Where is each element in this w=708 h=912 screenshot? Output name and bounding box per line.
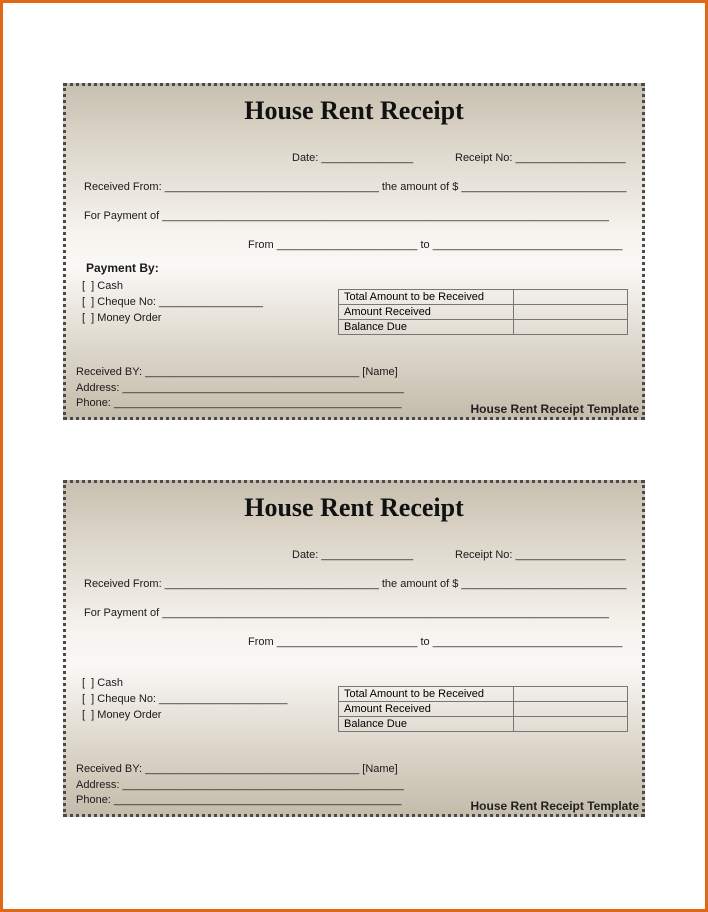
period-from-to-field[interactable]: From _______________________ to _______________________________ <box>248 239 623 251</box>
receipt-card <box>63 480 645 817</box>
receipt-number-field[interactable]: Receipt No: __________________ <box>455 549 626 561</box>
phone-field[interactable]: Phone: _______________________________________________ <box>76 794 402 806</box>
balance-due-value[interactable] <box>514 320 628 335</box>
phone-field[interactable]: Phone: _______________________________________________ <box>76 397 402 409</box>
totals-table <box>338 289 628 335</box>
amount-received-value[interactable] <box>514 305 628 320</box>
balance-due-label: Balance Due <box>339 320 514 335</box>
receipt-title: House Rent Receipt <box>244 493 464 522</box>
amount-received-label: Amount Received <box>339 702 514 717</box>
table-row <box>339 687 628 702</box>
table-row <box>339 305 628 320</box>
receipt-card <box>63 83 645 420</box>
total-amount-value[interactable] <box>514 290 628 305</box>
payment-method-money-order[interactable]: [ ] Money Order <box>82 312 162 324</box>
receipt-title: House Rent Receipt <box>244 96 464 125</box>
date-field[interactable]: Date: _______________ <box>292 152 414 164</box>
for-payment-field[interactable]: For Payment of _________________________________________________________________________ <box>84 210 609 222</box>
total-amount-label: Total Amount to be Received <box>339 687 514 702</box>
address-field[interactable]: Address: ______________________________________________ <box>76 382 404 394</box>
template-label: House Rent Receipt Template <box>470 402 639 416</box>
total-amount-label: Total Amount to be Received <box>339 290 514 305</box>
payment-method-cash[interactable]: [ ] Cash <box>82 280 123 292</box>
total-amount-value[interactable] <box>514 687 628 702</box>
period-from-to-field[interactable]: From _______________________ to _______________________________ <box>248 636 623 648</box>
received-by-field[interactable]: Received BY: ___________________________________ [Name] <box>76 763 398 775</box>
received-from-field[interactable]: Received From: ___________________________________ the amount of $ ___________________________ <box>84 578 627 590</box>
amount-received-value[interactable] <box>514 702 628 717</box>
for-payment-field[interactable]: For Payment of _________________________________________________________________________ <box>84 607 609 619</box>
table-row <box>339 290 628 305</box>
payment-method-cheque[interactable]: [ ] Cheque No: _____________________ <box>82 693 288 705</box>
table-row <box>339 702 628 717</box>
receipt-number-field[interactable]: Receipt No: __________________ <box>455 152 626 164</box>
template-label: House Rent Receipt Template <box>470 799 639 813</box>
payment-by-heading: Payment By: <box>86 261 159 275</box>
address-field[interactable]: Address: ______________________________________________ <box>76 779 404 791</box>
balance-due-label: Balance Due <box>339 717 514 732</box>
table-row <box>339 717 628 732</box>
received-from-field[interactable]: Received From: ___________________________________ the amount of $ ___________________________ <box>84 181 627 193</box>
totals-table <box>338 686 628 732</box>
received-by-field[interactable]: Received BY: ___________________________________ [Name] <box>76 366 398 378</box>
balance-due-value[interactable] <box>514 717 628 732</box>
payment-method-money-order[interactable]: [ ] Money Order <box>82 709 162 721</box>
date-field[interactable]: Date: _______________ <box>292 549 414 561</box>
table-row <box>339 320 628 335</box>
payment-method-cheque[interactable]: [ ] Cheque No: _________________ <box>82 296 264 308</box>
amount-received-label: Amount Received <box>339 305 514 320</box>
payment-method-cash[interactable]: [ ] Cash <box>82 677 123 689</box>
